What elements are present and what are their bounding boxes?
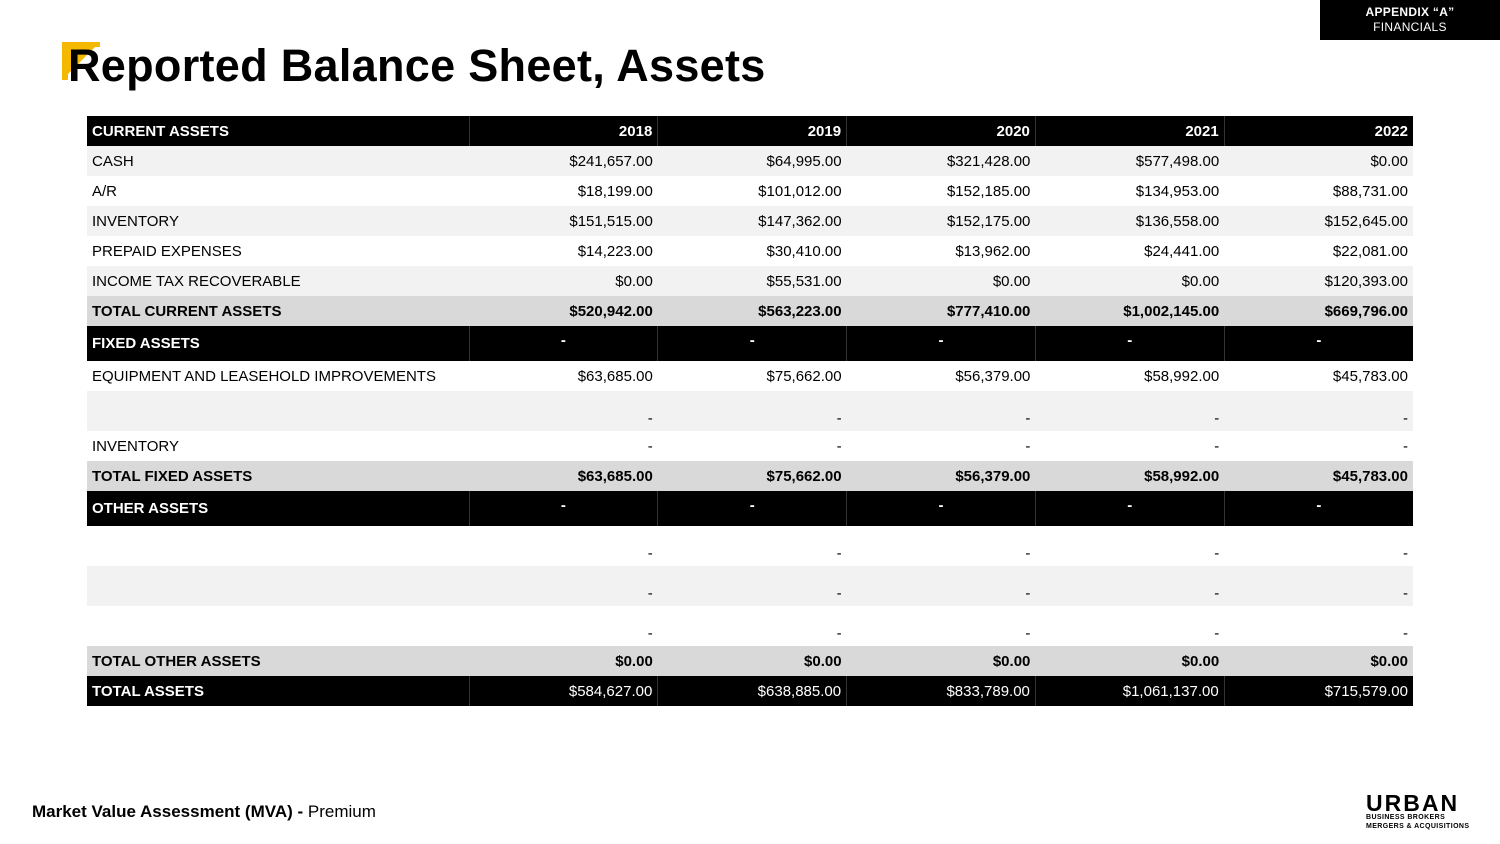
urban-business-brokers-logo: [1366, 790, 1476, 833]
cell-value: $30,410.00: [766, 242, 842, 260]
appendix-sublabel: FINANCIALS: [1373, 20, 1447, 34]
cell-value: $64,995.00: [658, 146, 847, 176]
table-row: [87, 206, 1413, 236]
cell-value: $88,731.00: [1332, 182, 1408, 200]
cell-value: $152,185.00: [946, 182, 1031, 200]
cell-value: $638,885.00: [658, 676, 847, 706]
cell-value: $151,515.00: [469, 206, 658, 236]
cell-value: $520,942.00: [469, 296, 658, 326]
row-label: TOTAL FIXED ASSETS: [87, 461, 469, 491]
row-label: CASH: [87, 146, 469, 176]
cell-value: -: [836, 545, 842, 562]
cell-value: $24,441.00: [1144, 242, 1220, 260]
cell-value: -: [847, 566, 1036, 606]
cell-value: -: [658, 326, 847, 361]
cell-value: $152,175.00: [847, 206, 1036, 236]
year-header: 2021: [1035, 116, 1224, 146]
logo-line-1: BUSINESS BROKERS: [1366, 814, 1446, 821]
logo-line-2: MERGERS & ACQUISITIONS: [1366, 823, 1470, 830]
cell-value: -: [469, 391, 658, 431]
cell-value: $134,953.00: [1135, 182, 1220, 200]
cell-value: -: [1224, 326, 1413, 361]
row-label: PREPAID EXPENSES: [92, 242, 242, 260]
cell-value: -: [1035, 566, 1224, 606]
cell-value: -: [1035, 491, 1224, 526]
cell-value: -: [1025, 437, 1031, 455]
cell-value: $152,645.00: [1224, 206, 1413, 236]
cell-value: $0.00: [469, 646, 658, 676]
cell-value: -: [836, 437, 842, 455]
cell-value: $584,627.00: [469, 676, 658, 706]
row-label: TOTAL ASSETS: [87, 676, 469, 706]
total-assets-row: [87, 676, 1413, 706]
cell-value: $833,789.00: [847, 676, 1036, 706]
cell-value: -: [847, 491, 1036, 526]
cell-value: $1,061,137.00: [1035, 676, 1224, 706]
cell-value: $777,410.00: [847, 296, 1036, 326]
row-label: INVENTORY: [87, 206, 469, 236]
appendix-badge: [1320, 0, 1500, 40]
cell-value: $0.00: [658, 646, 847, 676]
footer-tier: Premium: [303, 802, 376, 821]
cell-value: -: [836, 625, 842, 642]
year-header: 2019: [658, 116, 847, 146]
cell-value: $45,783.00: [1332, 367, 1408, 385]
cell-value: -: [1403, 545, 1408, 562]
cell-value: $0.00: [1035, 646, 1224, 676]
cell-value: $101,012.00: [758, 182, 842, 200]
table-row: [87, 566, 1413, 606]
cell-value: $56,379.00: [847, 461, 1036, 491]
year-header: 2022: [1224, 116, 1413, 146]
cell-value: $45,783.00: [1224, 461, 1413, 491]
table-row: [87, 146, 1413, 176]
appendix-label: APPENDIX “A”: [1365, 5, 1455, 19]
table-row: [87, 606, 1413, 646]
total-fixed-assets-row: [87, 461, 1413, 491]
row-label: TOTAL OTHER ASSETS: [87, 646, 469, 676]
cell-value: $63,685.00: [577, 367, 653, 385]
cell-value: -: [1403, 625, 1408, 642]
cell-value: $0.00: [847, 266, 1036, 296]
cell-value: -: [847, 391, 1036, 431]
cell-value: $0.00: [469, 266, 658, 296]
row-label: [87, 391, 469, 431]
table-row: [87, 361, 1413, 391]
cell-value: -: [1224, 566, 1413, 606]
cell-value: $22,081.00: [1332, 242, 1408, 260]
row-label: [87, 566, 469, 606]
table-row: [87, 431, 1413, 461]
cell-value: $0.00: [1035, 266, 1224, 296]
cell-value: $14,223.00: [577, 242, 653, 260]
logo-wordmark: URBAN: [1366, 790, 1460, 816]
row-label: [87, 526, 469, 566]
cell-value: -: [658, 491, 847, 526]
cell-value: $241,657.00: [469, 146, 658, 176]
page-title: Reported Balance Sheet, Assets: [68, 40, 766, 91]
cell-value: $75,662.00: [658, 461, 847, 491]
footer-caption: [32, 802, 376, 822]
cell-value: $55,531.00: [658, 266, 847, 296]
row-label: A/R: [92, 182, 118, 200]
total-other-assets-row: [87, 646, 1413, 676]
cell-value: $136,558.00: [1035, 206, 1224, 236]
table-row: [87, 526, 1413, 566]
cell-value: -: [469, 491, 658, 526]
cell-value: $0.00: [847, 646, 1036, 676]
cell-value: -: [647, 437, 653, 455]
table-row: [87, 176, 1413, 206]
footer-title: Market Value Assessment (MVA) -: [32, 802, 304, 821]
cell-value: $56,379.00: [955, 367, 1031, 385]
cell-value: -: [1224, 391, 1413, 431]
cell-value: $18,199.00: [577, 182, 653, 200]
header-label: CURRENT ASSETS: [87, 116, 469, 146]
table-header-row: [87, 116, 1413, 146]
cell-value: -: [1214, 545, 1220, 562]
cell-value: $0.00: [1224, 146, 1413, 176]
cell-value: $120,393.00: [1224, 266, 1413, 296]
balance-sheet-table: [87, 116, 1413, 706]
total-current-assets-row: [87, 296, 1413, 326]
table-row: [87, 236, 1413, 266]
cell-value: $563,223.00: [658, 296, 847, 326]
cell-value: -: [1025, 545, 1031, 562]
cell-value: $669,796.00: [1224, 296, 1413, 326]
cell-value: $58,992.00: [1144, 367, 1220, 385]
cell-value: $147,362.00: [658, 206, 847, 236]
other-assets-section-row: [87, 491, 1413, 526]
cell-value: -: [469, 566, 658, 606]
cell-value: -: [1214, 437, 1220, 455]
row-label: INVENTORY: [92, 437, 179, 455]
section-label: OTHER ASSETS: [87, 491, 469, 526]
cell-value: -: [1224, 491, 1413, 526]
row-label: EQUIPMENT AND LEASEHOLD IMPROVEMENTS: [92, 367, 436, 385]
cell-value: $715,579.00: [1224, 676, 1413, 706]
cell-value: -: [1025, 625, 1031, 642]
cell-value: -: [1403, 437, 1408, 455]
cell-value: -: [1035, 326, 1224, 361]
table-row: [87, 391, 1413, 431]
year-header: 2018: [469, 116, 658, 146]
cell-value: $63,685.00: [469, 461, 658, 491]
table-row: [87, 266, 1413, 296]
section-label: FIXED ASSETS: [87, 326, 469, 361]
year-header: 2020: [847, 116, 1036, 146]
cell-value: $321,428.00: [847, 146, 1036, 176]
cell-value: -: [1035, 391, 1224, 431]
cell-value: $58,992.00: [1035, 461, 1224, 491]
cell-value: $0.00: [1224, 646, 1413, 676]
cell-value: $1,002,145.00: [1035, 296, 1224, 326]
cell-value: -: [647, 545, 653, 562]
cell-value: -: [647, 625, 653, 642]
cell-value: -: [847, 326, 1036, 361]
cell-value: -: [469, 326, 658, 361]
cell-value: $13,962.00: [955, 242, 1031, 260]
row-label: TOTAL CURRENT ASSETS: [87, 296, 469, 326]
cell-value: $577,498.00: [1035, 146, 1224, 176]
fixed-assets-section-row: [87, 326, 1413, 361]
cell-value: -: [658, 566, 847, 606]
cell-value: -: [658, 391, 847, 431]
row-label: [87, 606, 469, 646]
row-label: INCOME TAX RECOVERABLE: [87, 266, 469, 296]
cell-value: -: [1214, 625, 1220, 642]
cell-value: $75,662.00: [766, 367, 842, 385]
